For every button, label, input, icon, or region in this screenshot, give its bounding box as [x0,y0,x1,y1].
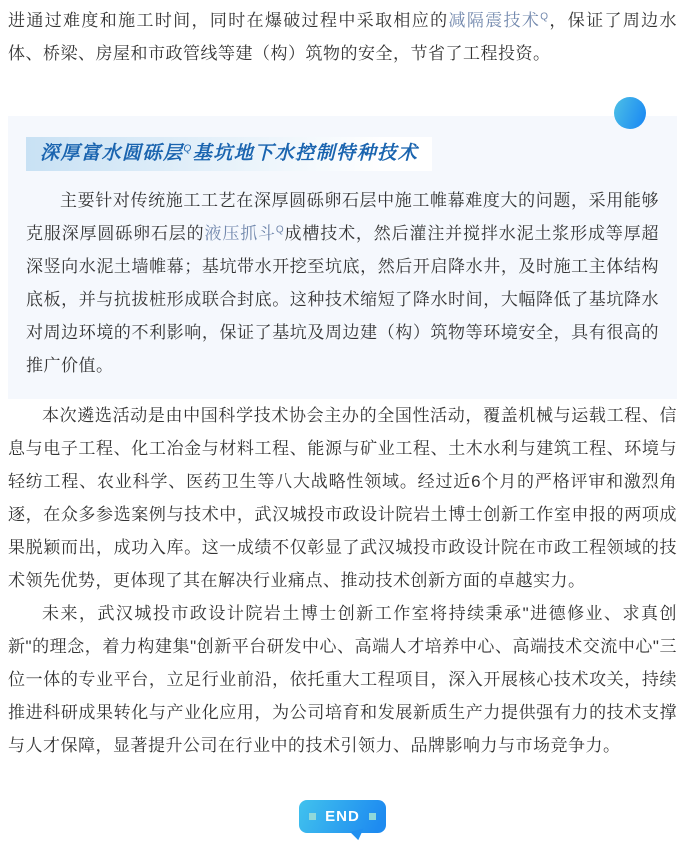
end-badge-tail [350,828,366,841]
end-badge [299,800,386,833]
keyword-link-hydraulic-grab[interactable] [205,224,285,243]
future-paragraph: 未来，武汉城投市政设计院岩土博士创新工作室将持续秉承"进德修业、求真创新"的理念，着力构建集"创新平台研发中心、高端人才培养中心、高端技术交流中心"三位一体的专业平台，立足行业前沿，依托重大工程项目，深入开展核心技术攻关，持续推进科研成果转化与产业化应用，为公司培育和发展新质生产力提供强有力的技术支撑与人才保障，显著提升公司在行业中的技术引领力、品牌影响力与市场竞争力。 [8,604,677,755]
search-sup-icon: Q [183,143,193,155]
section-title [26,137,432,171]
search-sup-icon: Q [275,224,285,236]
tech-section-card [8,116,677,399]
end-badge-left-square [309,813,316,820]
section-body-paragraph [26,184,659,382]
end-badge-label: END [325,808,360,825]
intro-text-post: ，保证了周边水体、桥梁、房屋和市政管线等建（构）筑物的安全，节省了工程投资。 [8,11,678,63]
intro-paragraph [8,4,677,70]
section-body-post: 成槽技术，然后灌注并搅拌水泥土浆形成等厚超深竖向水泥土墙帷幕；基坑带水开挖至坑底，然后开启降水井，及时施工主体结构底板，并与抗拔桩形成联合封底。这种技术缩短了降水时间，大幅降低了基坑降水对周边环境的不利影响，保证了基坑及周边建（构）筑物等环境安全，具有很高的推广价值。 [26,224,660,375]
section-title-rest: 基坑地下水控制特种技术 [192,143,419,164]
intro-text-pre: 进通过难度和施工时间，同时在爆破过程中采取相应的 [8,11,449,30]
section-title-keyword-link[interactable] [40,143,193,164]
end-badge-right-square [369,813,376,820]
keyword-link-label: 液压抓斗 [204,224,276,243]
search-sup-icon: Q [540,11,549,23]
section-body-pre: 主要针对传统施工工艺在深厚圆砾卵石层中施工帷幕难度大的问题，采用能够克服深厚圆砾卵石层的 [26,191,659,243]
keyword-link-seismic-isolation[interactable] [448,11,548,30]
section-title-link-label: 深厚富水圆砾层 [40,143,184,164]
selection-paragraph: 本次遴选活动是由中国科学技术协会主办的全国性活动，覆盖机械与运载工程、信息与电子工程、化工冶金与材料工程、能源与矿业工程、土木水利与建筑工程、环境与轻纺工程、农业科学、医药卫生等八大战略性领域。经过近6个月的严格评审和激烈角逐，在众多参选案例与技术中，武汉城投市政设计院岩土博士创新工作室申报的两项成果脱颖而出，成功入库。这一成绩不仅彰显了武汉城投市政设计院在市政工程领域的技术领先优势，更体现了其在解决行业痛点、推动技术创新方面的卓越实力。 [8,406,677,590]
keyword-link-label: 减隔震技术 [448,11,541,30]
blue-circle-decoration [614,97,646,129]
